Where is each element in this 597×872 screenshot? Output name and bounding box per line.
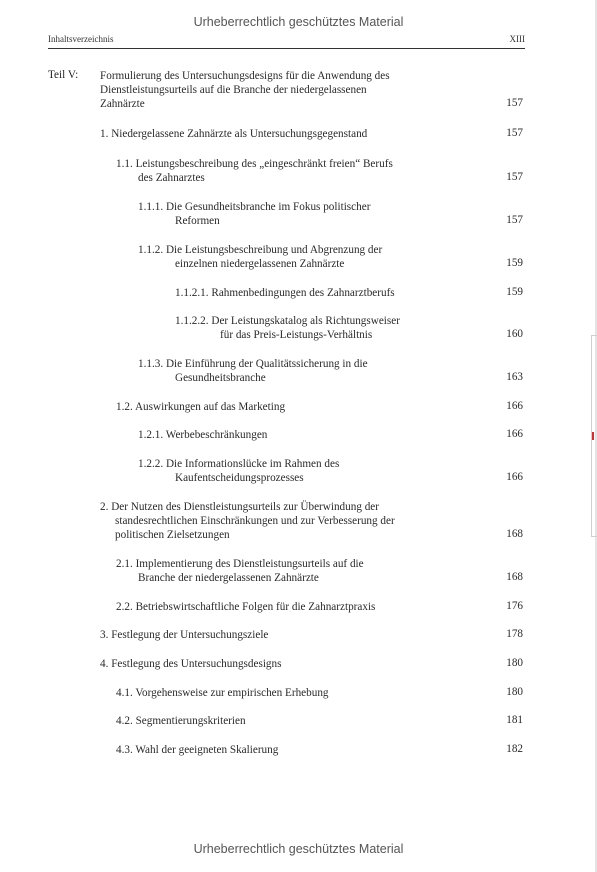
- toc-entry-number: 1.1.2.: [138, 244, 164, 256]
- toc-entry: [138, 457, 339, 485]
- toc-entry-title-cont: Reformen: [175, 215, 220, 227]
- toc-entry-title: Die Leistungsbeschreibung und Abgrenzung der: [165, 244, 383, 256]
- toc-entry: [116, 686, 329, 700]
- toc-entry-page: 163: [506, 371, 523, 383]
- toc-entry-title: Betriebswirtschaftliche Folgen für die Zahnarztpraxis: [135, 601, 376, 613]
- page-edge-red-mark: [592, 432, 594, 440]
- toc-entry: [116, 157, 393, 185]
- toc-entry: [175, 314, 400, 342]
- part-title-line: Zahnärzte: [100, 98, 145, 110]
- toc-entry-title: Der Leistungskatalog als Richtungsweiser: [211, 315, 400, 327]
- toc-entry-page: 166: [506, 471, 523, 483]
- toc-entry: [100, 500, 395, 542]
- toc-entry-title-cont: politischen Zielsetzungen: [115, 529, 230, 541]
- toc-entry: [175, 286, 395, 300]
- header-rule: [48, 48, 525, 49]
- toc-entry: [116, 557, 364, 585]
- toc-entry-title-cont: einzelnen niedergelassenen Zahnärzte: [175, 258, 345, 270]
- toc-entry-title-cont: Kaufentscheidungsprozesses: [175, 472, 304, 484]
- toc-entry-number: 4.2.: [116, 715, 133, 727]
- toc-entry-page: 157: [506, 171, 523, 183]
- toc-entry: [100, 628, 268, 642]
- toc-entry-page: 178: [506, 628, 523, 640]
- toc-entry-number: 4.3.: [116, 744, 133, 756]
- watermark-top: Urheberrechtlich geschütztes Material: [193, 15, 404, 29]
- toc-entry-number: 2.1.: [116, 558, 133, 570]
- toc-entry-number: 1.1.3.: [138, 358, 164, 370]
- toc-entry-page: 181: [506, 714, 523, 726]
- toc-entry: [116, 714, 246, 728]
- toc-entry-title: Vorgehensweise zur empirischen Erhebung: [135, 687, 329, 699]
- toc-entry-page: 166: [506, 400, 523, 412]
- watermark-bottom: Urheberrechtlich geschütztes Material: [193, 842, 404, 856]
- toc-entry-title: Festlegung des Untersuchungsdesigns: [111, 658, 282, 670]
- toc-entry-page: 180: [506, 657, 523, 669]
- part-title-line: Formulierung des Untersuchungsdesigns für die Anwendung des: [100, 70, 390, 82]
- toc-entry-page: 159: [506, 257, 523, 269]
- toc-entry: [138, 200, 370, 228]
- part-label: Teil V:: [48, 69, 79, 81]
- toc-entry-page: 166: [506, 428, 523, 440]
- toc-entry: [116, 743, 278, 757]
- toc-entry-number: 1.1.2.2.: [175, 315, 209, 327]
- toc-entry-page: 168: [506, 571, 523, 583]
- toc-entry-number: 1.1.: [116, 158, 133, 170]
- toc-entry-number: 1.2.: [116, 401, 133, 413]
- toc-entry: [138, 243, 382, 271]
- toc-entry: [116, 400, 285, 414]
- toc-entry-page: 180: [506, 686, 523, 698]
- toc-entry-title-cont: standesrechtlichen Einschränkungen und zur Verbesserung der: [115, 515, 395, 527]
- toc-entry-title-cont: für das Preis-Leistungs-Verhältnis: [220, 329, 373, 341]
- toc-entry-number: 1.2.2.: [138, 458, 164, 470]
- toc-entry-page: 168: [506, 528, 523, 540]
- toc-entry-title: Die Informationslücke im Rahmen des: [165, 458, 340, 470]
- toc-entry-page: 157: [506, 127, 523, 139]
- toc-entry-title-cont: des Zahnarztes: [138, 172, 205, 184]
- toc-entry-page: 176: [506, 600, 523, 612]
- part-page-number: 157: [506, 97, 523, 109]
- toc-entry-number: 1.1.1.: [138, 201, 164, 213]
- toc-entry-page: 157: [506, 214, 523, 226]
- toc-entry-page: 160: [506, 328, 523, 340]
- toc-entry: [138, 357, 368, 385]
- toc-entry-title: Festlegung der Untersuchungsziele: [111, 629, 269, 641]
- running-header-page-number: XIII: [509, 34, 525, 44]
- toc-entry-title: Auswirkungen auf das Marketing: [134, 401, 286, 413]
- toc-entry-title: Die Gesundheitsbranche im Fokus politischer: [165, 201, 371, 213]
- toc-entry: [100, 127, 367, 141]
- toc-entry-number: 2.: [100, 501, 109, 513]
- toc-entry-number: 1.2.1.: [138, 429, 164, 441]
- toc-entry-title: Werbebeschränkungen: [165, 429, 268, 441]
- toc-entry-number: 1.: [100, 128, 109, 140]
- toc-entry-title: Leistungsbeschreibung des „eingeschränkt freien“ Berufs: [135, 158, 393, 170]
- toc-entry-number: 3.: [100, 629, 109, 641]
- part-title: [100, 69, 390, 111]
- toc-entry-title: Der Nutzen des Dienstleistungsurteils zur Überwindung der: [111, 501, 379, 513]
- toc-entry-title: Wahl der geeigneten Skalierung: [135, 744, 279, 756]
- toc-entry-title: Segmentierungskriterien: [135, 715, 246, 727]
- toc-entry-title: Die Einführung der Qualitätssicherung in die: [165, 358, 368, 370]
- toc-entry-number: 2.2.: [116, 601, 133, 613]
- toc-entry: [138, 428, 267, 442]
- toc-entry-title: Niedergelassene Zahnärzte als Untersuchungsgegenstand: [111, 128, 368, 140]
- toc-entry-title: Implementierung des Dienstleistungsurteils auf die: [135, 558, 364, 570]
- toc-entry-title-cont: Branche der niedergelassenen Zahnärzte: [138, 572, 319, 584]
- toc-entry: [100, 657, 281, 671]
- toc-entry-number: 1.1.2.1.: [175, 287, 209, 299]
- toc-entry-number: 4.: [100, 658, 109, 670]
- toc-entry-title: Rahmenbedingungen des Zahnarztberufs: [211, 287, 395, 299]
- toc-entry-page: 182: [506, 743, 523, 755]
- toc-entry-page: 159: [506, 286, 523, 298]
- toc-entry: [116, 600, 375, 614]
- toc-entry-title-cont: Gesundheitsbranche: [175, 372, 266, 384]
- running-header-title: Inhaltsverzeichnis: [48, 34, 114, 44]
- part-title-line: Dienstleistungsurteils auf die Branche der niedergelassenen: [100, 84, 367, 96]
- toc-entry-number: 4.1.: [116, 687, 133, 699]
